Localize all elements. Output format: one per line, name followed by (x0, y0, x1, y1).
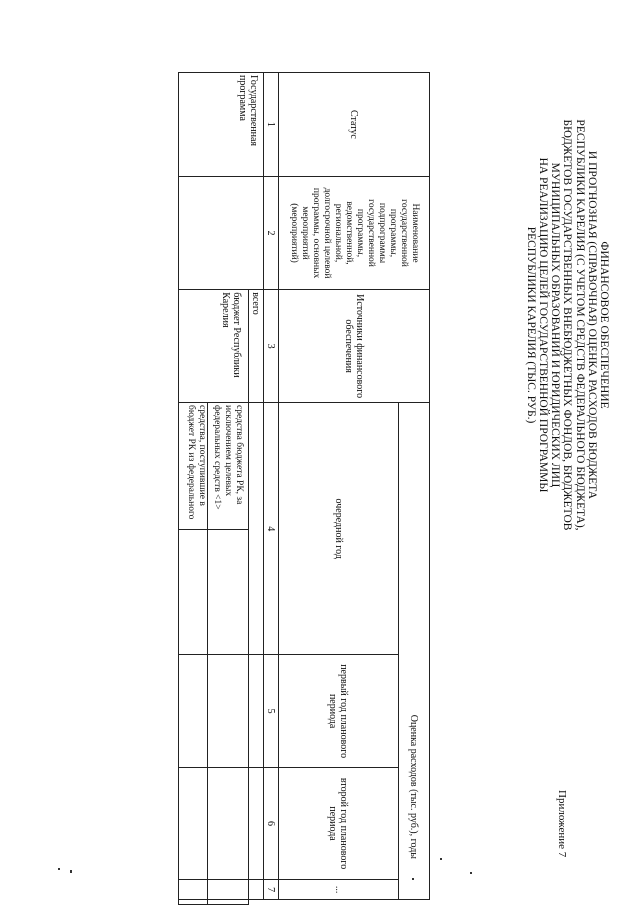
scan-speck (58, 868, 60, 870)
value-cell (179, 900, 208, 905)
funds-excl-label: средства бюджета РК, за исключением целевых федеральных средств <1> (208, 403, 249, 530)
header-year-more: ... (279, 880, 399, 900)
total-label: всего (249, 290, 264, 403)
funds-incoming-label: средства, поступившие в бюджет РК из федерального (179, 403, 208, 530)
scan-speck (70, 870, 72, 873)
column-number: 4 (264, 403, 279, 655)
value-cell (208, 655, 249, 767)
program-name-cell (179, 176, 264, 289)
header-sources: Источники финансового обеспечения (279, 290, 430, 403)
column-number: 7 (264, 880, 279, 900)
column-number: 3 (264, 290, 279, 403)
value-cell (249, 403, 264, 655)
financing-table (178, 72, 430, 905)
header-year-plan1: первый год планового периода (279, 655, 399, 767)
header-year-plan2: второй год планового периода (279, 767, 399, 879)
value-cell (208, 880, 249, 900)
scan-speck (470, 872, 472, 874)
column-number: 5 (264, 655, 279, 767)
title-line: РЕСПУБЛИКИ КАРЕЛИЯ (ТЫС. РУБ.) (524, 226, 537, 424)
value-cell (179, 530, 208, 655)
annex-label: Приложение 7 (556, 790, 568, 858)
title-line: РЕСПУБЛИКИ КАРЕЛИЯ (С УЧЕТОМ СРЕДСТВ ФЕДЕРАЛЬНОГО БЮДЖЕТА), (573, 119, 586, 531)
value-cell (208, 530, 249, 655)
value-cell (208, 767, 249, 879)
value-cell (179, 767, 208, 879)
column-number-row (264, 73, 279, 905)
column-number: 2 (264, 176, 279, 289)
document-title (525, 90, 610, 560)
value-cell (179, 655, 208, 767)
scan-speck (440, 858, 442, 860)
header-name: Наименование государственной программы, подпрограммы государственной программы, ведомственной, региональной, долгосрочной целевой программы, основных мероприятий (мероприятий) (279, 176, 430, 289)
title-line: ФИНАНСОВОЕ ОБЕСПЕЧЕНИЕ (598, 241, 610, 409)
title-line: И ПРОГНОЗНАЯ (СПРАВОЧНАЯ) ОЦЕНКА РАСХОДОВ БЮДЖЕТА (585, 150, 598, 500)
title-line: НА РЕАЛИЗАЦИЮ ЦЕЛЕЙ ГОСУДАРСТВЕННОЙ ПРОГРАММЫ (536, 157, 549, 493)
budget-label: бюджет Республики Карелия (179, 290, 249, 403)
total-row (249, 73, 264, 905)
scan-speck (412, 878, 414, 880)
value-cell (249, 880, 264, 900)
header-row (399, 73, 430, 905)
title-line: МУНИЦИПАЛЬНЫХ ОБРАЗОВАНИЙ И ЮРИДИЧЕСКИХ ЛИЦ (549, 162, 562, 488)
header-status: Статус (279, 73, 430, 177)
title-line: БЮДЖЕТОВ ГОСУДАРСТВЕННЫХ ВНЕБЮДЖЕТНЫХ ФОНДОВ, БЮДЖЕТОВ (561, 119, 574, 531)
value-cell (179, 880, 208, 900)
status-cell: Государственная программа (179, 73, 264, 177)
value-cell (249, 767, 264, 879)
value-cell (249, 655, 264, 767)
header-year-current: очередной год (279, 403, 399, 655)
column-number: 6 (264, 767, 279, 879)
column-number: 1 (264, 73, 279, 177)
header-estimate: Оценка расходов (тыс. руб.), годы (399, 403, 430, 900)
value-cell (208, 900, 249, 905)
